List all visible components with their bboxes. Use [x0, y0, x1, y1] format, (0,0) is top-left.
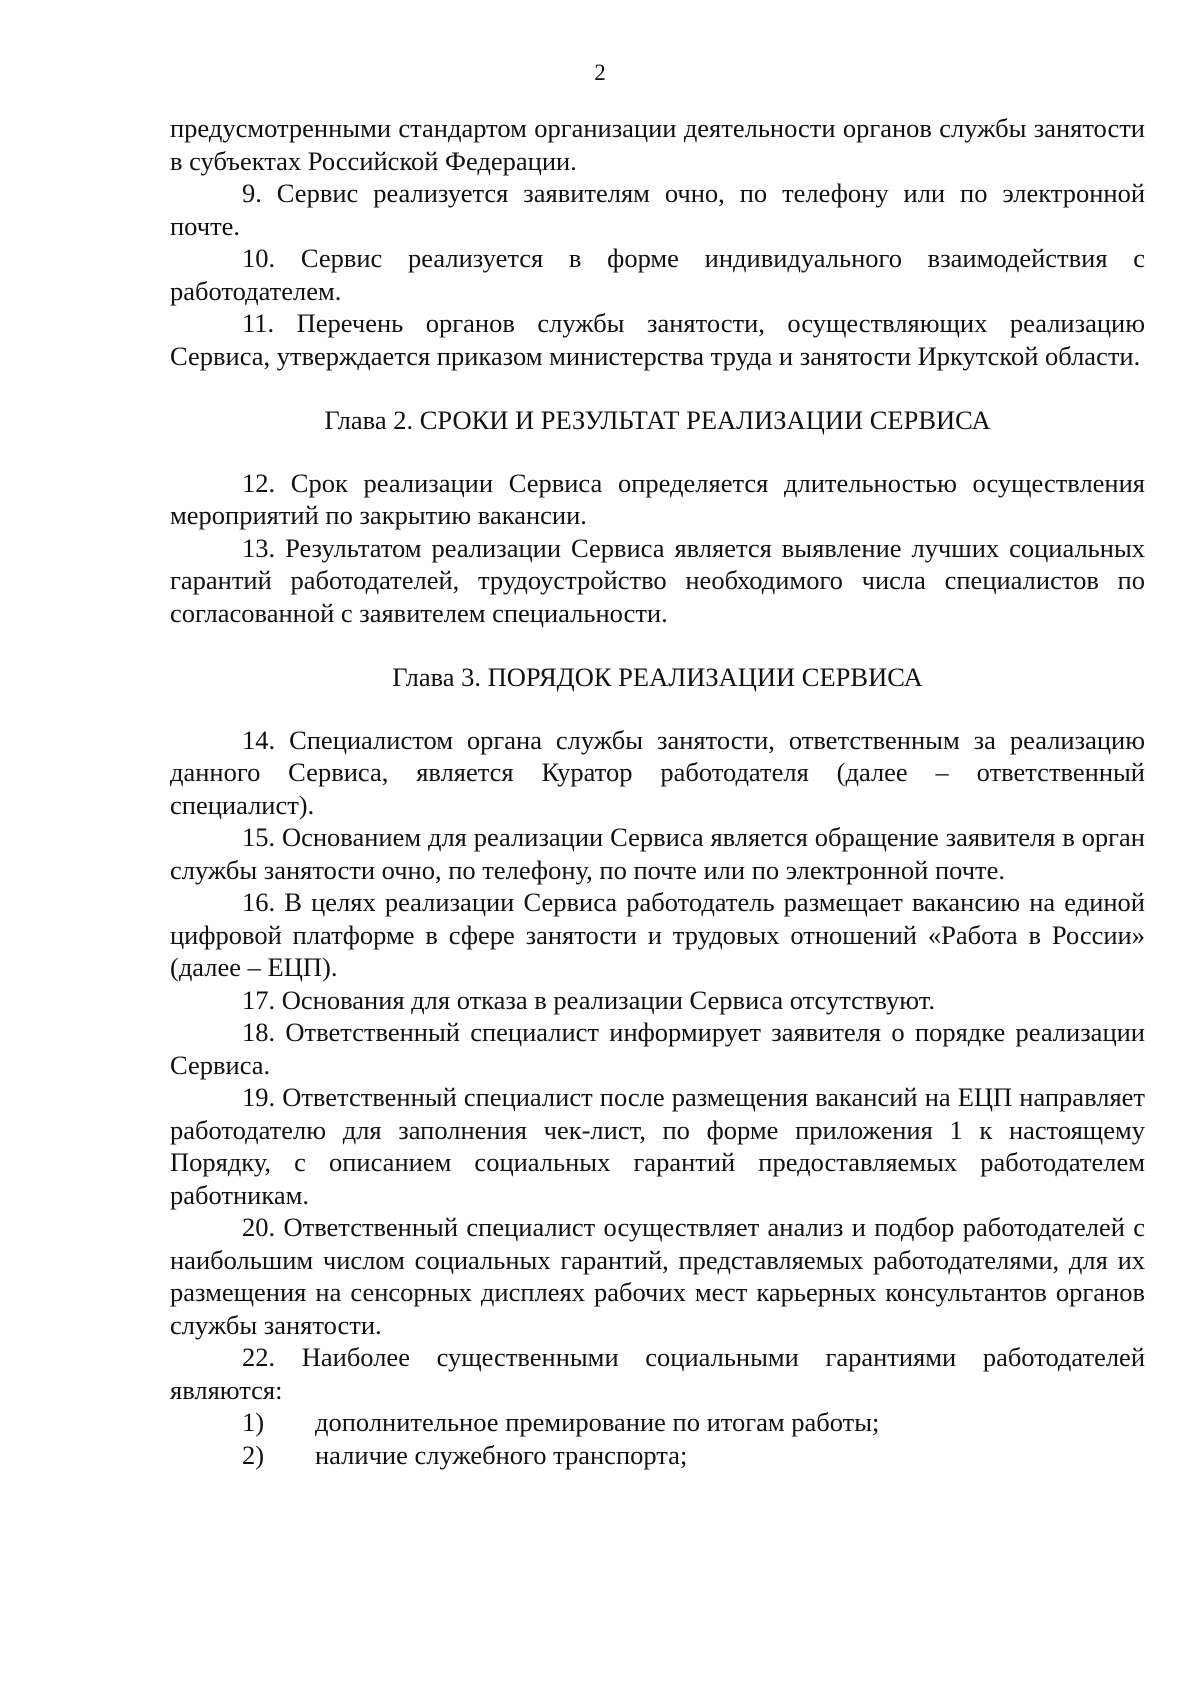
- paragraph-19: 19. Ответственный специалист после размещения вакансий на ЕЦП направляет работодателю для заполнения чек-лист, по форме приложения 1 к настоящему Порядку, с описанием социальных гарантий предоставляемых работодателем работникам.: [170, 1082, 1145, 1210]
- list-item-text: дополнительное премирование по итогам работы;: [315, 1407, 880, 1437]
- paragraph-13: 13. Результатом реализации Сервиса является выявление лучших социальных гарантий работодателей, трудоустройство необходимого числа специалистов по согласованной с заявителем специальности.: [170, 532, 1145, 628]
- paragraph-17: 17. Основания для отказа в реализации Сервиса отсутствуют.: [242, 984, 935, 1015]
- paragraph-12: 12. Срок реализации Сервиса определяется длительностью осуществления мероприятий по закрытию вакансии.: [170, 467, 1145, 530]
- paragraph-16: 16. В целях реализации Сервиса работодатель размещает вакансию на единой цифровой платформе в сфере занятости и трудовых отношений «Работа в России» (далее – ЕЦП).: [170, 887, 1145, 982]
- paragraph-22: 22. Наиболее существенными социальными гарантиями работодателей являются:: [170, 1342, 1145, 1405]
- list-item-text: наличие служебного транспорта;: [315, 1439, 688, 1470]
- list-item: [170, 1406, 1145, 1439]
- chapter-3-heading: Глава 3. ПОРЯДОК РЕАЛИЗАЦИИ СЕРВИСА: [392, 662, 923, 692]
- paragraph-9: 9. Сервис реализуется заявителям очно, по телефону или по электронной почте.: [170, 178, 1145, 241]
- list-item-number: 1): [242, 1407, 265, 1437]
- chapter-2-heading: Глава 2. СРОКИ И РЕЗУЛЬТАТ РЕАЛИЗАЦИИ СЕРВИСА: [324, 405, 991, 435]
- list-item-number: 2): [242, 1439, 265, 1470]
- list-item: [170, 1439, 1145, 1472]
- document-body: [170, 112, 1145, 1471]
- paragraph-intro: предусмотренными стандартом организации деятельности органов службы занятости в субъектах Российской Федерации.: [170, 113, 1145, 176]
- page-number: 2: [594, 60, 606, 85]
- paragraph-20: 20. Ответственный специалист осуществляет анализ и подбор работодателей с наибольшим числом социальных гарантий, представляемых работодателями, для их размещения на сенсорных дисплеях рабочих мест карьерных консультантов органов службы занятости.: [170, 1212, 1145, 1340]
- paragraph-11: 11. Перечень органов службы занятости, осуществляющих реализацию Сервиса, утверждается приказом министерства труда и занятости Иркутской области.: [170, 308, 1145, 371]
- paragraph-15: 15. Основанием для реализации Сервиса является обращение заявителя в орган службы занятости очно, по телефону, по почте или по электронной почте.: [170, 822, 1145, 885]
- paragraph-14: 14. Специалистом органа службы занятости, ответственным за реализацию данного Сервиса, является Куратор работодателя (далее – ответственный специалист).: [170, 724, 1145, 820]
- paragraph-18: 18. Ответственный специалист информирует заявителя о порядке реализации Сервиса.: [170, 1017, 1145, 1080]
- paragraph-10: 10. Сервис реализуется в форме индивидуального взаимодействия с работодателем.: [170, 243, 1145, 306]
